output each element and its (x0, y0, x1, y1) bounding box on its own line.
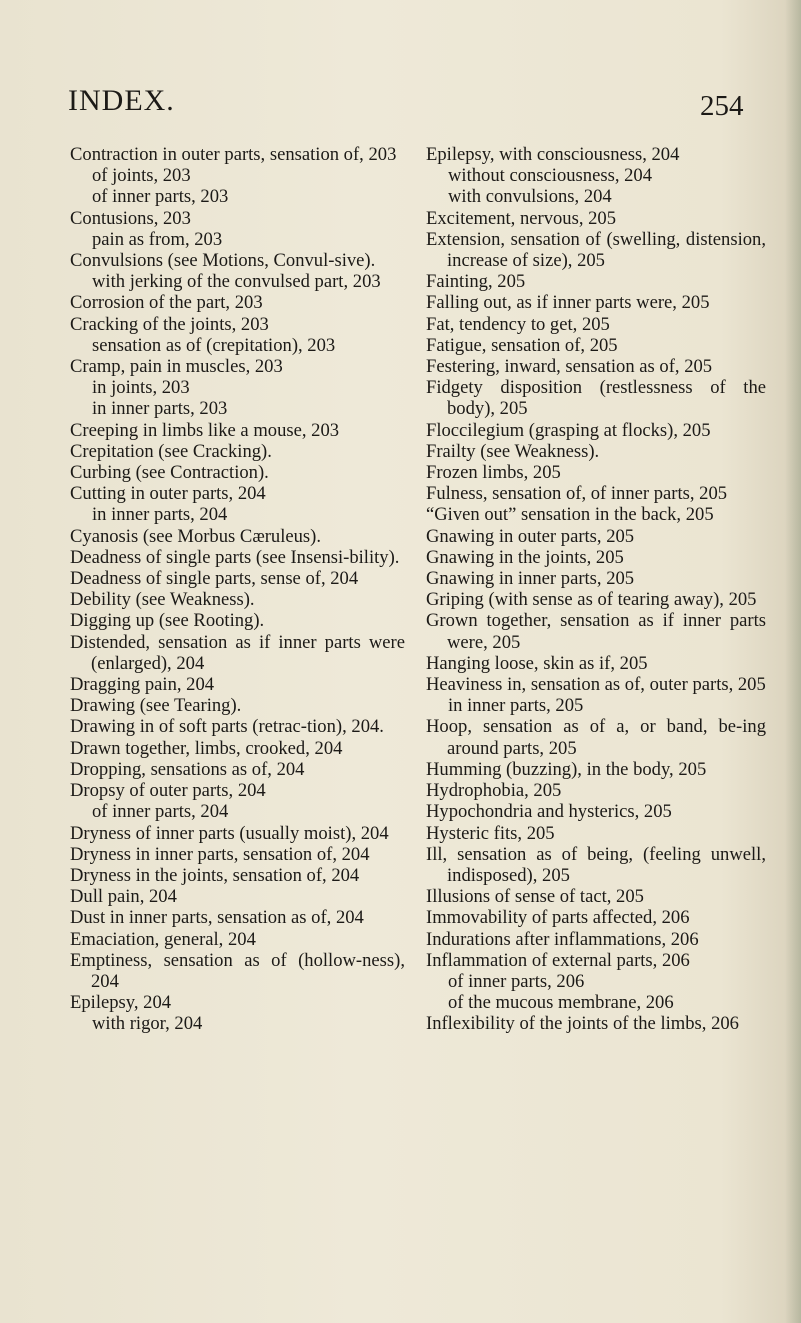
index-subentry: with rigor, 204 (92, 1013, 203, 1035)
page-number: 254 (700, 90, 744, 122)
page-title: INDEX. (68, 84, 175, 117)
index-entry: Contraction in outer parts, sensation of, 203 (70, 144, 397, 165)
index-entry: Falling out, as if inner parts were, 205 (426, 292, 710, 314)
index-entry: Frozen limbs, 205 (426, 462, 561, 484)
index-entry: Heaviness in, sensation as of, outer parts, 205 (426, 674, 766, 696)
index-entry: Dryness in the joints, sensation of, 204 (70, 864, 360, 886)
index-entry: Frailty (see Weakness). (426, 440, 600, 462)
index-entry: “Given out” sensation in the back, 205 (426, 504, 714, 526)
index-entry: Humming (buzzing), in the body, 205 (426, 758, 707, 780)
index-entry: Griping (with sense as of tearing away), 205 (426, 589, 757, 611)
index-subentry: of inner parts, 203 (92, 186, 229, 208)
index-subentry: sensation as of (crepitation), 203 (92, 334, 336, 356)
index-entry: Dryness of inner parts (usually moist), 204 (70, 822, 389, 844)
index-entry: Deadness of single parts (see Insensi-bility). (70, 546, 400, 568)
index-subentry: in inner parts, 205 (448, 695, 584, 717)
index-entry: Indurations after inflammations, 206 (426, 928, 699, 950)
index-entry: Epilepsy, with consciousness, 204 (426, 144, 680, 165)
index-entry: Hypochondria and hysterics, 205 (426, 801, 672, 823)
index-entry: Hoop, sensation as of a, or band, be-ing around parts, 205 (426, 716, 766, 759)
index-entry: Cracking of the joints, 203 (70, 313, 269, 335)
index-entry: Dropsy of outer parts, 204 (70, 780, 266, 802)
index-entry: Gnawing in outer parts, 205 (426, 525, 635, 547)
index-entry: Fat, tendency to get, 205 (426, 313, 610, 335)
index-entry: Crepitation (see Cracking). (70, 440, 272, 462)
index-entry: Drawing (see Tearing). (70, 695, 242, 717)
index-column-left (70, 144, 405, 1035)
index-subentry: of inner parts, 206 (448, 970, 585, 992)
index-entry: Fulness, sensation of, of inner parts, 205 (426, 483, 728, 505)
index-subentry: with jerking of the convulsed part, 203 (92, 271, 381, 293)
index-entry: Fidgety disposition (restlessness of the body), 205 (426, 377, 766, 420)
index-entry: Dust in inner parts, sensation as of, 204 (70, 907, 364, 929)
index-entry: Debility (see Weakness). (70, 589, 255, 611)
index-entry: Grown together, sensation as if inner parts were, 205 (426, 610, 766, 653)
index-entry: Festering, inward, sensation as of, 205 (426, 356, 713, 378)
index-entry: Digging up (see Rooting). (70, 610, 265, 632)
index-subentry: of inner parts, 204 (92, 801, 229, 823)
index-subentry: of the mucous membrane, 206 (448, 992, 674, 1014)
index-entry: Inflammation of external parts, 206 (426, 949, 690, 971)
index-subentry: of joints, 203 (92, 165, 191, 187)
index-entry: Convulsions (see Motions, Convul-sive). (70, 250, 376, 272)
index-entry: Dull pain, 204 (70, 886, 177, 908)
index-entry: Fainting, 205 (426, 271, 526, 293)
index-subentry: in inner parts, 203 (92, 398, 228, 420)
index-subentry: in joints, 203 (92, 377, 190, 399)
index-entry: Hanging loose, skin as if, 205 (426, 652, 648, 674)
index-entry: Cyanosis (see Morbus Cæruleus). (70, 525, 321, 547)
index-entry: Distended, sensation as if inner parts were (enlarged), 204 (70, 631, 405, 674)
index-entry: Contusions, 203 (70, 207, 191, 229)
index-entry: Fatigue, sensation of, 205 (426, 334, 618, 356)
index-entry: Corrosion of the part, 203 (70, 292, 263, 314)
index-entry: Gnawing in inner parts, 205 (426, 568, 635, 590)
index-entry: Curbing (see Contraction). (70, 462, 269, 484)
index-subentry: with convulsions, 204 (448, 186, 612, 208)
index-entry: Extension, sensation of (swelling, distension, increase of size), 205 (426, 228, 766, 272)
index-entry: Immovability of parts affected, 206 (426, 907, 690, 929)
index-entry: Dragging pain, 204 (70, 674, 215, 696)
index-entry: Floccilegium (grasping at flocks), 205 (426, 419, 711, 441)
page-edge-shadow (785, 0, 801, 1323)
index-subentry: in inner parts, 204 (92, 504, 228, 526)
index-entry: Hysteric fits, 205 (426, 822, 555, 844)
index-entry: Drawn together, limbs, crooked, 204 (70, 737, 343, 759)
index-subentry: without consciousness, 204 (448, 165, 653, 187)
index-entry: Deadness of single parts, sense of, 204 (70, 568, 359, 590)
index-entry: Inflexibility of the joints of the limbs, 206 (426, 1013, 739, 1035)
index-entry: Dropping, sensations as of, 204 (70, 758, 305, 780)
index-entry: Emaciation, general, 204 (70, 928, 256, 950)
index-entry: Cutting in outer parts, 204 (70, 483, 266, 505)
index-entry: Dryness in inner parts, sensation of, 204 (70, 843, 370, 865)
index-entry: Hydrophobia, 205 (426, 780, 562, 802)
index-entry: Excitement, nervous, 205 (426, 207, 617, 229)
index-entry: Emptiness, sensation as of (hollow-ness), 204 (70, 949, 405, 992)
index-subentry: pain as from, 203 (92, 228, 223, 250)
index-entry: Cramp, pain in muscles, 203 (70, 356, 283, 378)
index-entry: Ill, sensation as of being, (feeling unwell, indisposed), 205 (426, 843, 766, 886)
index-column-right (426, 144, 766, 1035)
index-entry: Epilepsy, 204 (70, 992, 172, 1014)
index-entry: Creeping in limbs like a mouse, 203 (70, 419, 340, 441)
index-entry: Illusions of sense of tact, 205 (426, 886, 644, 908)
index-entry: Gnawing in the joints, 205 (426, 546, 624, 568)
index-entry: Drawing in of soft parts (retrac-tion), 204. (70, 716, 384, 738)
